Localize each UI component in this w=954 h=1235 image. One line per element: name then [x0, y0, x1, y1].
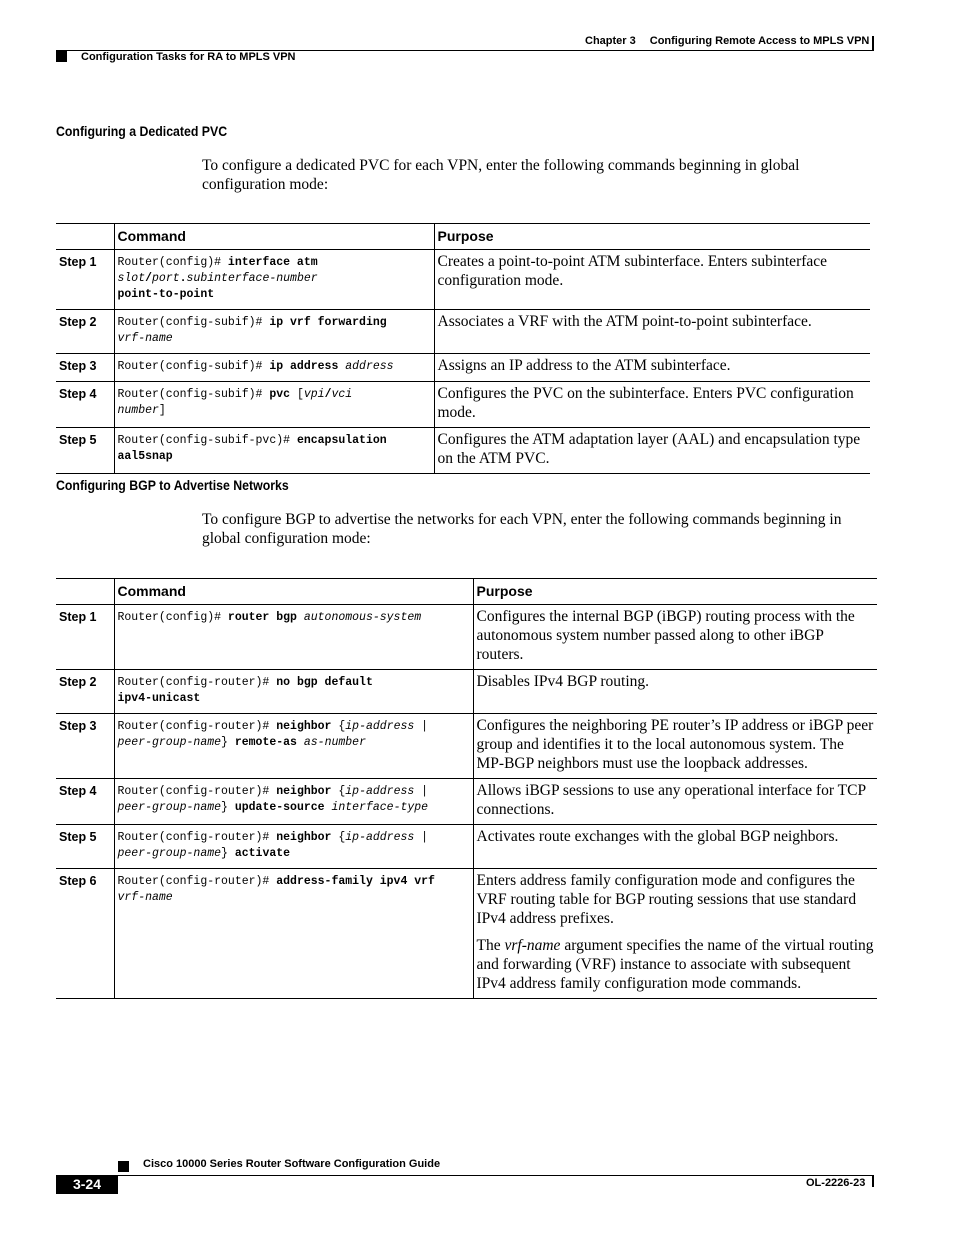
command-keyword: update-source — [234, 801, 325, 814]
command-argument: vrf-name — [117, 891, 173, 904]
command-punctuation: | — [414, 720, 429, 733]
command-syntax — [114, 382, 434, 428]
header-marker-block — [56, 51, 67, 62]
page-number: 3-24 — [56, 1175, 118, 1194]
command-argument: peer-group-name — [117, 736, 222, 749]
table-row — [56, 714, 877, 779]
purpose-text — [434, 428, 870, 474]
command-keyword: neighbor — [276, 785, 332, 798]
step-label: Step 4 — [56, 779, 114, 825]
command-prompt: Router(config)# — [117, 256, 228, 269]
command-argument: interface-type — [331, 801, 429, 814]
command-keyword: activate — [234, 847, 291, 860]
step-label: Step 1 — [56, 250, 114, 310]
command-argument: ip-address — [345, 785, 415, 798]
command-punctuation — [297, 611, 304, 624]
step-column-header — [56, 224, 114, 250]
bgp-commands-table — [56, 578, 877, 999]
command-syntax — [114, 825, 473, 869]
command-punctuation: [ — [290, 388, 304, 401]
command-punctuation: | — [414, 785, 429, 798]
command-prompt: Router(config-router)# — [117, 875, 277, 888]
purpose-column-header: Purpose — [476, 583, 533, 599]
command-argument: subinterface-number — [186, 272, 318, 285]
pvc-commands-table — [56, 223, 870, 474]
table-row — [56, 825, 877, 869]
command-punctuation: | — [414, 831, 429, 844]
purpose-paragraph: Configures the PVC on the subinterface. Enters PVC configuration mode. — [437, 385, 854, 421]
command-keyword: neighbor — [276, 720, 332, 733]
chapter-label: Chapter 3 — [585, 35, 636, 47]
command-punctuation: } — [221, 847, 235, 860]
purpose-text — [473, 670, 877, 714]
purpose-paragraph: Disables IPv4 BGP routing. — [476, 673, 650, 690]
command-column-header: Command — [114, 224, 434, 250]
command-keyword: / — [145, 272, 153, 285]
header-vertical-bar — [872, 36, 874, 50]
command-argument: vci — [331, 388, 353, 401]
table-header-row — [56, 579, 877, 605]
section-title-bgp-advertise: Configuring BGP to Advertise Networks — [56, 477, 289, 493]
command-syntax — [114, 605, 473, 670]
step-label: Step 2 — [56, 310, 114, 354]
command-punctuation: ] — [158, 404, 166, 417]
command-punctuation: { — [331, 720, 346, 733]
table-header-row — [56, 224, 870, 250]
command-keyword: address-family ipv4 vrf — [276, 875, 435, 888]
purpose-paragraph: Assigns an IP address to the ATM subinterface. — [437, 357, 731, 374]
command-argument: port — [152, 272, 180, 285]
command-keyword: point-to-point — [117, 288, 215, 301]
table-row — [56, 428, 870, 474]
command-prompt: Router(config-subif)# — [117, 316, 270, 329]
purpose-text — [434, 250, 870, 310]
command-argument: autonomous-system — [303, 611, 422, 624]
purpose-text — [434, 310, 870, 354]
step-column-header — [56, 579, 114, 605]
command-column-header: Command — [114, 579, 473, 605]
command-punctuation: { — [331, 785, 346, 798]
command-syntax — [114, 714, 473, 779]
command-argument: vrf-name — [117, 332, 173, 345]
command-keyword: encapsulation — [296, 434, 387, 447]
table-row — [56, 605, 877, 670]
command-syntax — [114, 354, 434, 382]
footer-guide-title: Cisco 10000 Series Router Software Configuration Guide — [143, 1158, 441, 1170]
command-prompt: Router(config)# — [117, 611, 228, 624]
command-argument: ip-address — [345, 720, 415, 733]
command-punctuation: } — [221, 801, 235, 814]
command-argument: number — [117, 404, 159, 417]
step-label: Step 5 — [56, 428, 114, 474]
command-argument: vpi — [303, 388, 325, 401]
command-keyword: ip vrf forwarding — [269, 316, 387, 329]
table-row — [56, 670, 877, 714]
purpose-paragraph: Configures the neighboring PE router’s IP address or iBGP peer group and identifies it to the local autonomous system. The MP-BGP neighbors must use the loopback addresses. — [476, 717, 874, 772]
command-prompt: Router(config-router)# — [117, 785, 277, 798]
section-intro-bgp-advertise: To configure BGP to advertise the networks for each VPN, enter the following commands beginning in global configuration mode: — [202, 511, 842, 547]
step-label: Step 3 — [56, 714, 114, 779]
running-header-chapter — [585, 35, 869, 47]
command-keyword: pvc — [269, 388, 291, 401]
command-argument: slot — [117, 272, 146, 285]
command-prompt: Router(config-router)# — [117, 720, 277, 733]
section-intro-dedicated-pvc: To configure a dedicated PVC for each VPN, enter the following commands beginning in global configuration mode: — [202, 157, 800, 193]
command-syntax — [114, 779, 473, 825]
command-punctuation — [297, 736, 304, 749]
section-title-dedicated-pvc: Configuring a Dedicated PVC — [56, 123, 228, 139]
footer-rule — [118, 1175, 874, 1176]
command-argument: as-number — [303, 736, 366, 749]
command-argument: peer-group-name — [117, 801, 222, 814]
step-label: Step 1 — [56, 605, 114, 670]
command-keyword: router bgp — [227, 611, 297, 624]
command-syntax — [114, 869, 473, 999]
command-punctuation: } — [221, 736, 235, 749]
step-label: Step 4 — [56, 382, 114, 428]
document-number: OL-2226-23 — [806, 1177, 866, 1189]
command-prompt: Router(config-router)# — [117, 676, 277, 689]
purpose-text — [473, 779, 877, 825]
command-prompt: Router(config-subif-pvc)# — [117, 434, 297, 447]
command-keyword: remote-as — [234, 736, 297, 749]
command-syntax — [114, 250, 434, 310]
purpose-paragraph: Configures the internal BGP (iBGP) routing process with the autonomous system number passed along to other iBGP routers. — [476, 608, 855, 663]
running-header-section: Configuration Tasks for RA to MPLS VPN — [81, 51, 296, 63]
purpose-text — [473, 825, 877, 869]
command-keyword: no bgp default — [276, 676, 373, 689]
purpose-paragraph: Creates a point-to-point ATM subinterface. Enters subinterface configuration mode. — [437, 253, 828, 289]
chapter-title: Configuring Remote Access to MPLS VPN — [649, 35, 870, 47]
table-row — [56, 869, 877, 999]
command-syntax — [114, 670, 473, 714]
command-prompt: Router(config-subif)# — [117, 388, 270, 401]
footer-vertical-bar — [872, 1175, 874, 1187]
command-keyword: . — [179, 272, 187, 285]
footer-marker-block — [118, 1161, 129, 1172]
purpose-text — [473, 605, 877, 670]
purpose-paragraph: Configures the ATM adaptation layer (AAL) and encapsulation type on the ATM PVC. — [437, 431, 861, 467]
table-row — [56, 250, 870, 310]
table-row — [56, 310, 870, 354]
command-keyword: aal5snap — [117, 450, 173, 463]
purpose-text — [473, 714, 877, 779]
command-argument: peer-group-name — [117, 847, 222, 860]
command-keyword: / — [324, 388, 332, 401]
purpose-paragraph: The vrf-name argument specifies the name of the virtual routing and forwarding (VRF) instance to associate with subsequent IPv4 address family configuration mode commands. — [476, 937, 874, 992]
purpose-paragraph: Enters address family configuration mode and configures the VRF routing table for BGP routing sessions that use standard IPv4 address prefixes. — [476, 872, 857, 927]
command-prompt: Router(config-router)# — [117, 831, 277, 844]
table-row — [56, 382, 870, 428]
command-syntax — [114, 310, 434, 354]
command-keyword: ip address — [269, 360, 339, 373]
command-argument: ip-address — [345, 831, 415, 844]
step-label: Step 2 — [56, 670, 114, 714]
command-punctuation: { — [331, 831, 346, 844]
purpose-paragraph: Activates route exchanges with the global BGP neighbors. — [476, 828, 839, 845]
step-label: Step 6 — [56, 869, 114, 999]
command-syntax — [114, 428, 434, 474]
purpose-text — [434, 354, 870, 382]
command-keyword: neighbor — [276, 831, 332, 844]
purpose-text — [434, 382, 870, 428]
purpose-paragraph: Associates a VRF with the ATM point-to-point subinterface. — [437, 313, 812, 330]
table-row — [56, 354, 870, 382]
command-keyword: ipv4-unicast — [117, 692, 201, 705]
purpose-text — [473, 869, 877, 999]
table-row — [56, 779, 877, 825]
step-label: Step 3 — [56, 354, 114, 382]
command-prompt: Router(config-subif)# — [117, 360, 270, 373]
command-keyword: interface atm — [227, 256, 318, 269]
purpose-column-header: Purpose — [437, 228, 494, 244]
purpose-paragraph: Allows iBGP sessions to use any operational interface for TCP connections. — [476, 782, 866, 818]
command-argument: address — [345, 360, 394, 373]
step-label: Step 5 — [56, 825, 114, 869]
